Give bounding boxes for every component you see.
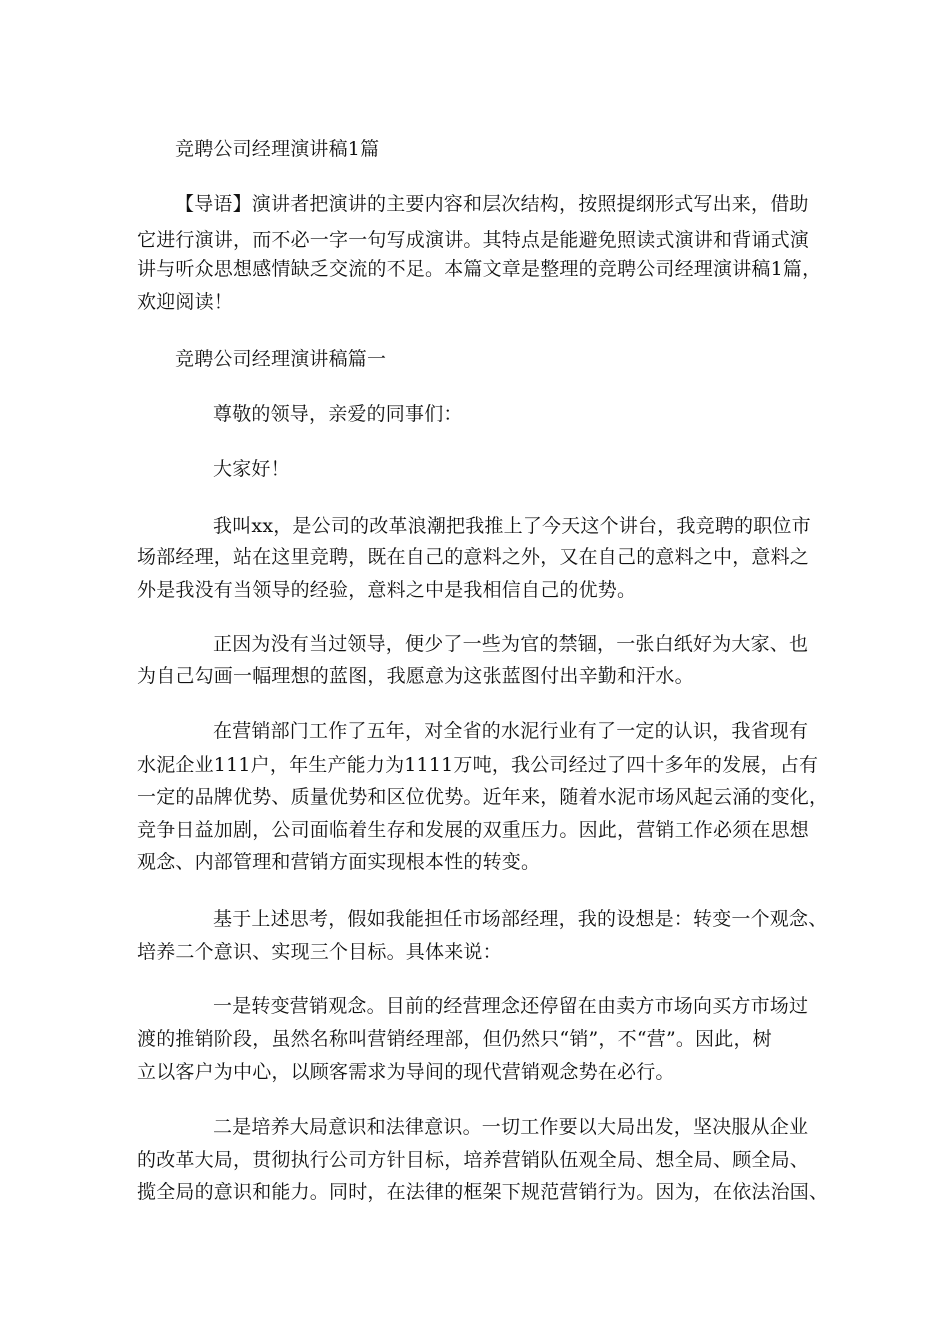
paragraph-3-line-2: 水泥企业111户，年生产能力为1111万吨，我公司经过了四十多年的发展，占有 [137,754,819,776]
paragraph-1-line-3: 外是我没有当领导的经验，意料之中是我相信自己的优势。 [137,579,637,601]
intro-line-4: 欢迎阅读！ [137,291,234,313]
paragraph-4-line-1: 基于上述思考，假如我能担任市场部经理，我的设想是：转变一个观念、 [213,908,828,930]
paragraph-5-line-1: 一是转变营销观念。目前的经营理念还停留在由卖方市场向买方市场过 [213,995,809,1017]
intro-line-3: 讲与听众思想感情缺乏交流的不足。本篇文章是整理的竞聘公司经理演讲稿1篇， [137,258,822,280]
paragraph-3-line-3: 一定的品牌优势、质量优势和区位优势。近年来，随着水泥市场风起云涌的变化， [137,786,829,808]
paragraph-6-line-1: 二是培养大局意识和法律意识。一切工作要以大局出发，坚决服从企业 [213,1116,809,1138]
document-title: 竞聘公司经理演讲稿1篇 [175,138,380,160]
paragraph-1-line-1: 我叫xx，是公司的改革浪潮把我推上了今天这个讲台，我竞聘的职位市 [213,515,811,537]
paragraph-4-line-2: 培养二个意识、实现三个目标。具体来说： [137,941,502,963]
paragraph-2-line-1: 正因为没有当过领导，便少了一些为官的禁锢，一张白纸好为大家、也 [213,633,809,655]
intro-line-2: 它进行演讲，而不必一字一句写成演讲。其特点是能避免照读式演讲和背诵式演 [137,229,810,251]
paragraph-3-line-5: 观念、内部管理和营销方面实现根本性的转变。 [137,851,541,873]
paragraph-1-line-2: 场部经理，站在这里竞聘，既在自己的意料之外，又在自己的意料之中，意料之 [137,546,810,568]
greeting: 大家好！ [213,458,290,480]
intro-line-1: 【导语】演讲者把演讲的主要内容和层次结构，按照提纲形式写出来，借助 [175,193,809,215]
paragraph-2-line-2: 为自己勾画一幅理想的蓝图，我愿意为这张蓝图付出辛勤和汗水。 [137,665,694,687]
paragraph-3-line-4: 竞争日益加剧，公司面临着生存和发展的双重压力。因此，营销工作必须在思想 [137,819,810,841]
paragraph-5-line-3: 立以客户为中心，以顾客需求为导间的现代营销观念势在必行。 [137,1061,675,1083]
paragraph-5-line-2: 渡的推销阶段，虽然名称叫营销经理部，但仍然只“销”，不“营”。因此，树 [137,1028,772,1050]
paragraph-3-line-1: 在营销部门工作了五年，对全省的水泥行业有了一定的认识，我省现有 [213,720,809,742]
paragraph-6-line-2: 的改革大局，贯彻执行公司方针目标，培养营销队伍观全局、想全局、顾全局、 [137,1149,810,1171]
paragraph-6-line-3: 揽全局的意识和能力。同时，在法律的框架下规范营销行为。因为，在依法治国、 [137,1181,829,1203]
section-heading: 竞聘公司经理演讲稿篇一 [175,348,387,370]
salutation: 尊敬的领导，亲爱的同事们： [213,403,463,425]
